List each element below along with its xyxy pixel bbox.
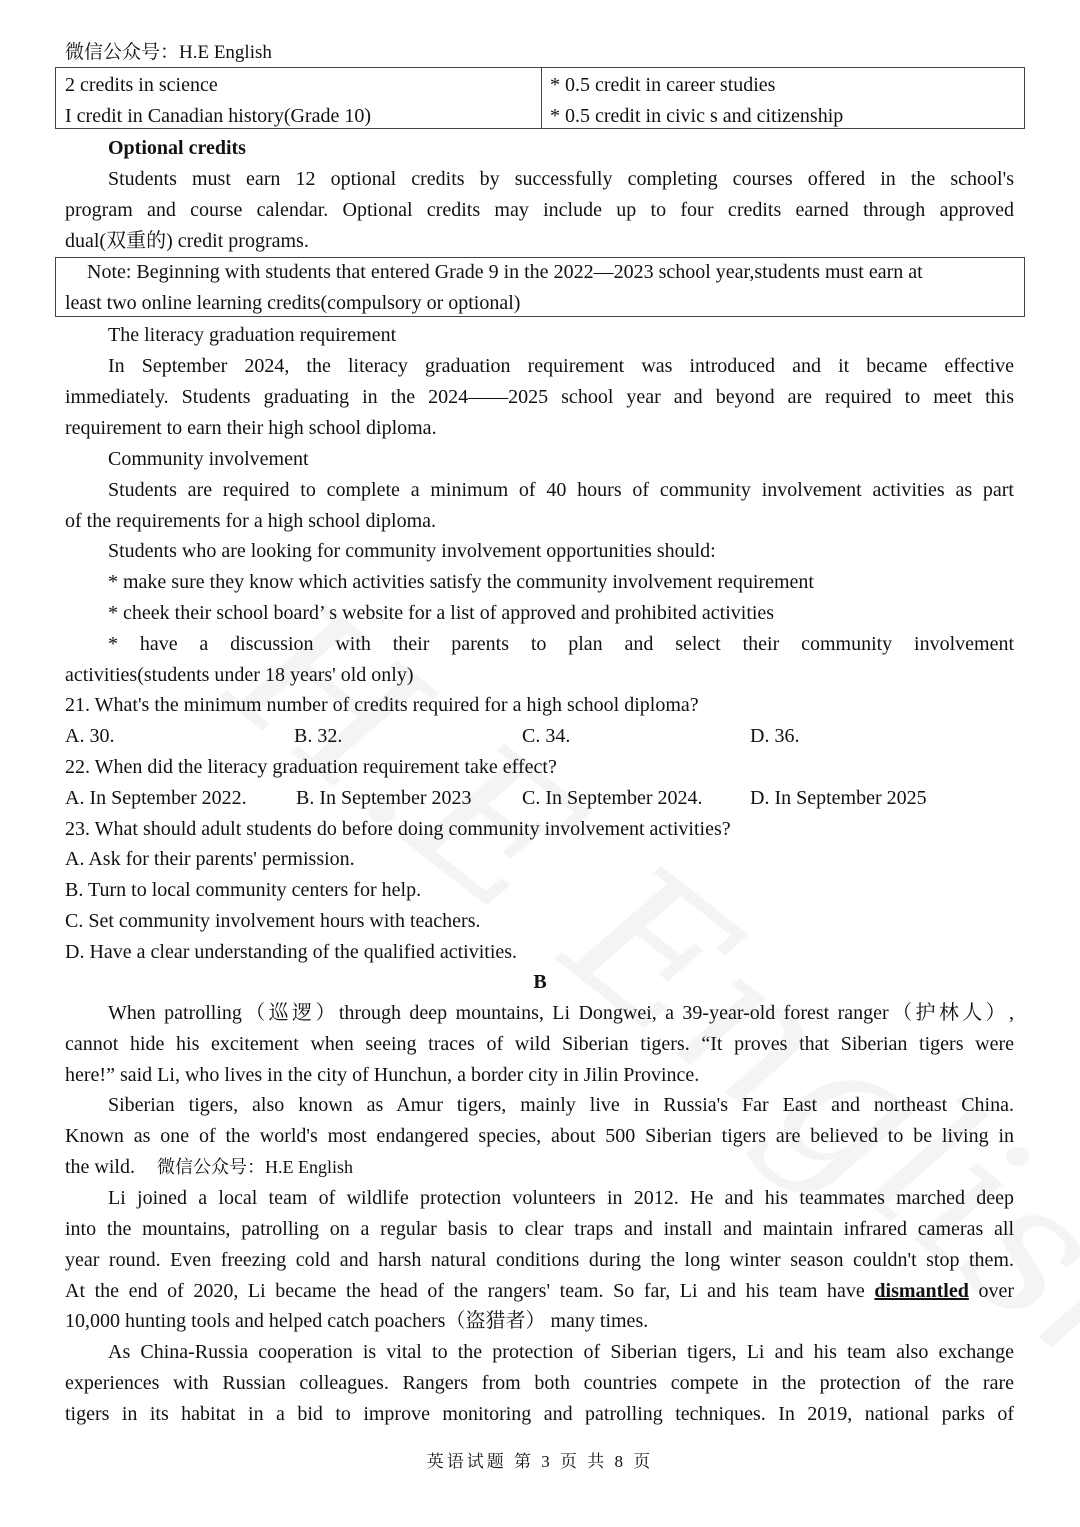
bullet-item: * make sure they know which activities satisfy the community involvement requirement [108,571,814,593]
question-stem: 23. What should adult students do before doing community involvement activities? [65,818,731,840]
literacy-heading: The literacy graduation requirement [108,324,397,346]
bullet-item: * cheek their school board’ s website for a list of approved and prohibited activities [108,602,775,624]
table-divider [541,68,542,128]
text-line: requirement to earn their high school diploma. [65,417,437,439]
text-line: of the requirements for a high school diploma. [65,510,437,532]
text-line: Students must earn 12 optional credits by successfully completing courses offered in the school's [108,168,1014,190]
text-line: activities(students under 18 years' old only) [65,664,414,686]
text-line: As China-Russia cooperation is vital to the protection of Siberian tigers, Li and his team also exchange [108,1341,1014,1363]
answer-option: D. 36. [750,725,800,747]
table-cell-left [65,70,371,132]
text-line: immediately. Students graduating in the 2024——2025 school year and beyond are required to meet this [65,386,1014,408]
answer-option: D. Have a clear understanding of the qualified activities. [65,941,518,963]
text-line: into the mountains, patrolling on a regular basis to clear traps and install and maintain infrared cameras all [65,1218,1014,1240]
text-line: Known as one of the world's most endangered species, about 500 Siberian tigers are believed to be living in [65,1125,1014,1147]
text-line: In September 2024, the literacy graduation requirement was introduced and it became effective [108,355,1014,377]
answer-option: B. Turn to local community centers for help. [65,879,422,901]
community-heading: Community involvement [108,448,309,470]
bullet-item: * have a discussion with their parents to plan and select their community involvement [108,633,1014,655]
text-line: dual(双重的) credit programs. [65,230,309,252]
table-text: I credit in Canadian history(Grade 10) [65,105,372,127]
answer-option: B. 32. [294,725,343,747]
answer-option: C. Set community involvement hours with teachers. [65,910,481,932]
text-line [65,1152,353,1183]
text-line: Students are required to complete a minimum of 40 hours of community involvement activities as part [108,479,1014,501]
section-title: B [533,971,547,993]
answer-option: B. In September 2023 [296,787,472,809]
text-line: program and course calendar. Optional credits may include up to four credits earned through approved [65,199,1014,221]
optional-heading: Optional credits [108,137,246,159]
answer-option: C. In September 2024. [522,787,703,809]
text-line: Li joined a local team of wildlife protection volunteers in 2012. He and his teammates marched deep [108,1187,1014,1209]
answer-option: C. 34. [522,725,571,747]
text-line: here!” said Li, who lives in the city of Hunchun, a border city in Jilin Province. [65,1064,700,1086]
answer-option: A. Ask for their parents' permission. [65,848,355,870]
table-text: 2 credits in science [65,74,218,96]
answer-option: A. 30. [65,725,115,747]
text-line: cannot hide his excitement when seeing traces of wild Siberian tigers. “It proves that Siberian tigers were [65,1033,1014,1055]
text-line: Students who are looking for community involvement opportunities should: [108,540,716,562]
question-stem: 21. What's the minimum number of credits required for a high school diploma? [65,694,699,716]
text-line: tigers in its habitat in a bid to improve monitoring and patrolling techniques. In 2019, national parks of [65,1403,1014,1425]
text-line [65,1276,1014,1307]
text-line: When patrolling（巡逻）through deep mountains, Li Dongwei, a 39-year-old forest ranger（护林人）, [108,1002,1014,1024]
text-span: At the end of 2020, Li became the head of the rangers' team. So far, Li and his team have [65,1280,865,1302]
text-span: the wild. [65,1156,135,1178]
text-line: 10,000 hunting tools and helped catch poachers（盗猎者） many times. [65,1310,649,1332]
text-line: Siberian tigers, also known as Amur tigers, mainly live in Russia's Far East and northeast China. [108,1094,1014,1116]
answer-option: A. In September 2022. [65,787,247,809]
page-header: 微信公众号：H.E English [65,42,272,63]
table-text: * 0.5 credit in career studies [550,74,776,96]
page-footer: 英语试题 第 3 页 共 8 页 [426,1452,654,1471]
text-line: experiences with Russian colleagues. Rangers from both countries compete in the protection of the rare [65,1372,1014,1394]
note-line: Note: Beginning with students that entered Grade 9 in the 2022—2023 school year,students must earn at [87,261,923,283]
wechat-watermark-text: 微信公众号：H.E English [157,1157,353,1177]
question-stem: 22. When did the literacy graduation requirement take effect? [65,756,557,778]
note-line: least two online learning credits(compulsory or optional) [65,292,521,314]
table-text: * 0.5 credit in civic s and citizenship [550,105,844,127]
table-cell-right [550,70,843,132]
underlined-word: dismantled [874,1280,969,1302]
credits-table [55,67,1025,129]
answer-option: D. In September 2025 [750,787,927,809]
text-line: year round. Even freezing cold and harsh natural conditions during the long winter season couldn't stop them. [65,1249,1014,1271]
text-span: over [978,1280,1014,1302]
